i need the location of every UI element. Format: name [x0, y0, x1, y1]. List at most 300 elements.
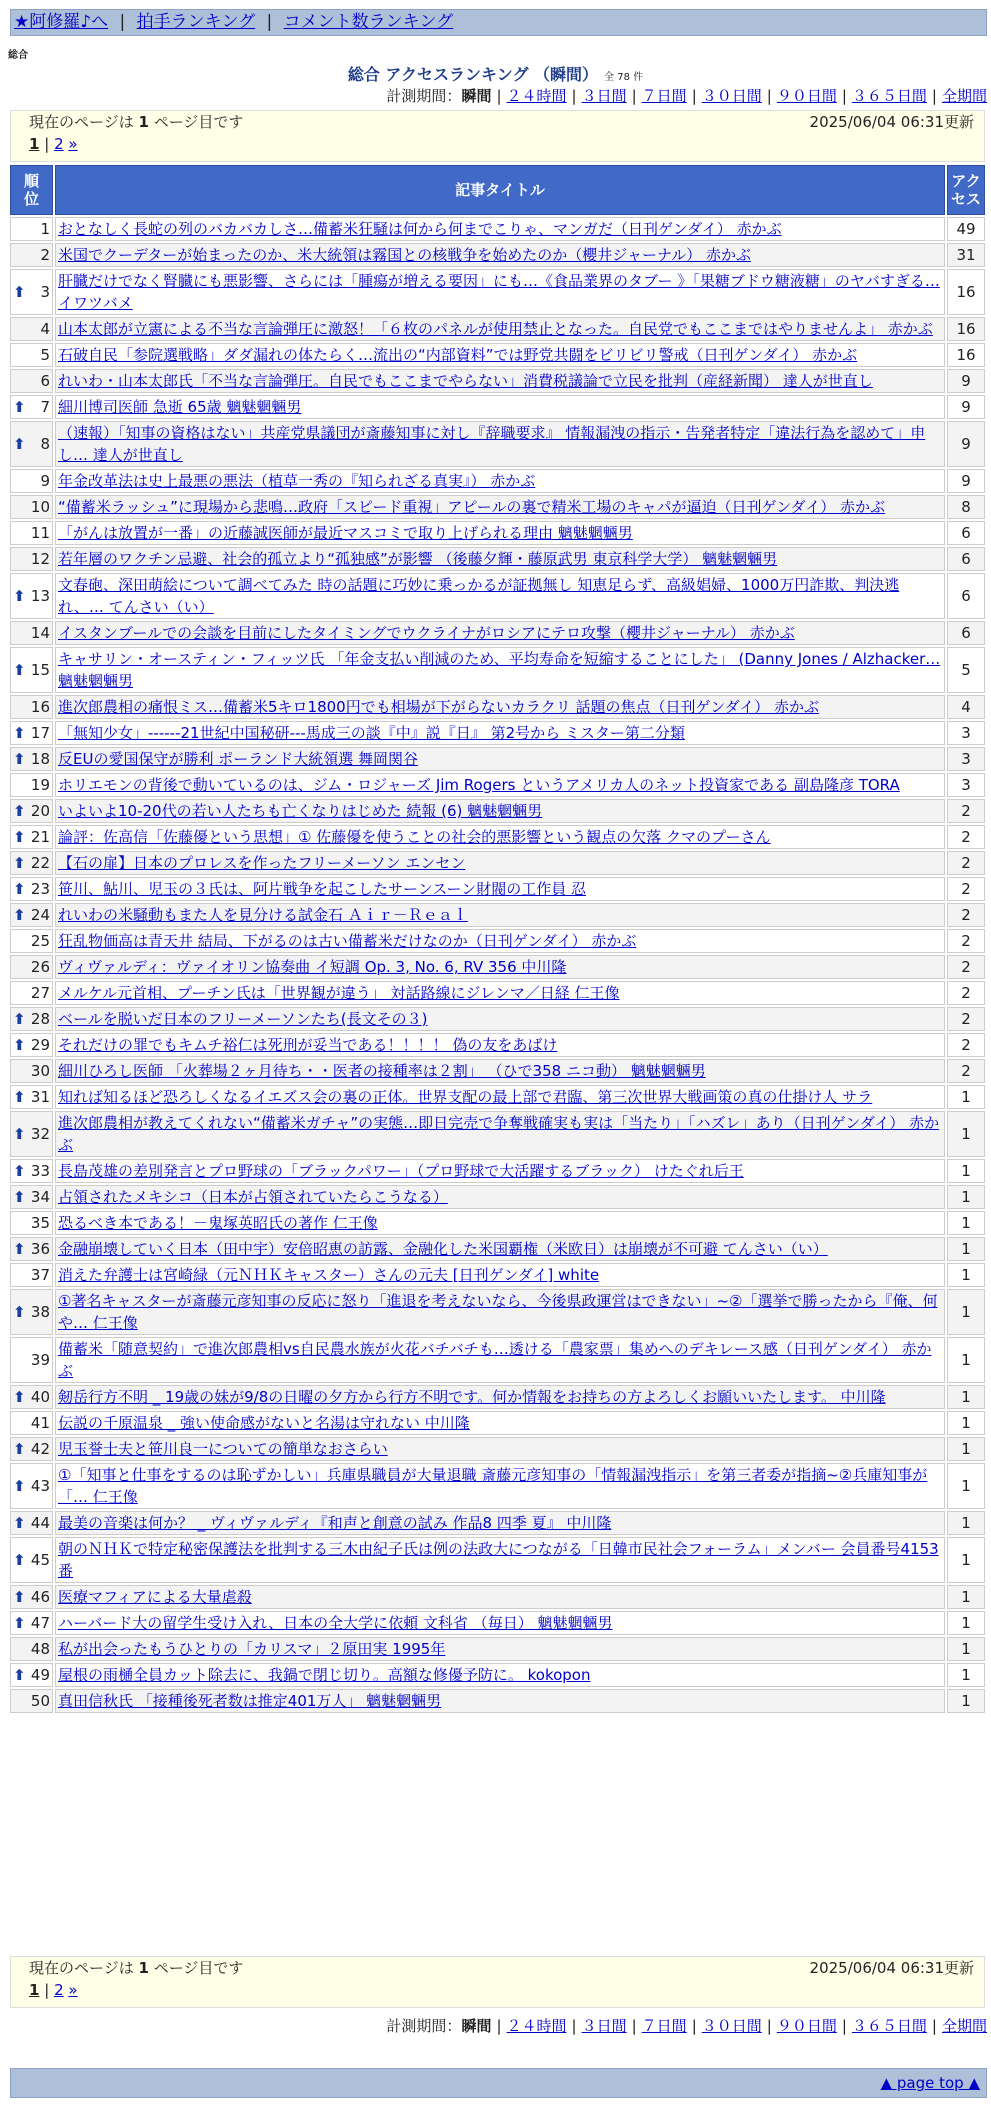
rank-cell	[10, 1289, 53, 1335]
title-cell	[55, 825, 945, 849]
title-cell	[55, 1611, 945, 1635]
table-row	[10, 1111, 985, 1157]
rank-number: 8	[40, 435, 50, 453]
access-count: 1	[947, 1611, 985, 1635]
access-count: 4	[947, 695, 985, 719]
title-cell	[55, 573, 945, 619]
title-cell	[55, 547, 945, 571]
title-cell	[55, 955, 945, 979]
rank-number: 34	[30, 1188, 50, 1206]
period-link[interactable]: 全期間	[941, 87, 987, 105]
article-link[interactable]: 年金改革法は史上最悪の悪法（植草一秀の『知られざる真実』） 赤かぶ	[58, 472, 536, 490]
title-cell	[55, 773, 945, 797]
rank-cell	[10, 1085, 53, 1109]
article-link[interactable]: ベールを脱いだ日本のフリーメーソンたち(長文その３)	[58, 1010, 428, 1028]
access-count: 1	[947, 1463, 985, 1509]
title-cell	[55, 1585, 945, 1609]
access-count: 1	[947, 1663, 985, 1687]
article-link[interactable]: それだけの罪でもキムチ裕仁は死刑が妥当である！！！！ 偽の友をあばけ	[58, 1036, 558, 1054]
comment-ranking-link[interactable]: コメント数ランキング	[283, 12, 454, 32]
up-arrow-icon: ⬆	[13, 1036, 26, 1054]
rank-cell	[10, 1385, 53, 1409]
rank-number: 48	[30, 1640, 50, 1658]
rank-number: 49	[30, 1666, 50, 1684]
access-count: 5	[947, 647, 985, 693]
access-count: 1	[947, 1263, 985, 1287]
rank-number: 37	[30, 1266, 50, 1284]
title-cell	[55, 1637, 945, 1661]
up-arrow-icon: ⬆	[13, 828, 26, 846]
article-link[interactable]: れいわの米騒動もまた人を見分ける試金石 Ａｉｒ－Ｒｅａｌ	[58, 906, 468, 924]
article-link[interactable]: 「無知少女」------21世紀中国秘研---馬成三の談『中』説『日』 第2号から ミスター第二分類	[58, 724, 685, 742]
current-page-number: 1	[138, 1959, 149, 1977]
rank-number: 26	[30, 958, 50, 976]
period-link[interactable]: ３６５日間	[851, 2017, 927, 2035]
updated-timestamp: 2025/06/04 06:31更新	[809, 113, 974, 131]
access-count: 1	[947, 1289, 985, 1335]
rank-number: 14	[30, 624, 50, 642]
article-link[interactable]: 肝臓だけでなく腎臓にも悪影響、さらには「腫瘍が増える要因」にも…《食品業界のタブー 》「果糖ブドウ糖液糖」のヤバすぎる… イワツバメ	[58, 272, 940, 312]
page-1-current: 1	[29, 1981, 40, 1999]
rank-number: 33	[30, 1162, 50, 1180]
period-separator: |	[766, 2017, 772, 2035]
article-link[interactable]: 米国でクーデターが始まったのか、米大統領は霧国との核戦争を始めたのか（櫻井ジャーナル） 赤かぶ	[58, 246, 751, 264]
rank-number: 3	[40, 283, 50, 301]
access-count: 1	[947, 1185, 985, 1209]
table-row	[10, 217, 985, 241]
title-cell	[55, 1007, 945, 1031]
home-link[interactable]: ★阿修羅♪へ	[14, 12, 109, 32]
table-row	[10, 1585, 985, 1609]
access-count: 6	[947, 621, 985, 645]
up-arrow-icon: ⬆	[13, 1010, 26, 1028]
page-2-link[interactable]: 2	[54, 1981, 64, 1999]
table-row	[10, 1689, 985, 1713]
title-cell	[55, 695, 945, 719]
next-page-link[interactable]: »	[68, 1981, 78, 1999]
up-arrow-icon: ⬆	[13, 1440, 26, 1458]
rank-cell	[10, 1033, 53, 1057]
table-row	[10, 573, 985, 619]
title-cell	[55, 1689, 945, 1713]
rank-number: 47	[30, 1614, 50, 1632]
rank-number: 40	[30, 1388, 50, 1406]
article-link[interactable]: れいわ・山本太郎氏「不当な言論弾圧。自民でもここまでやらない」消費税議論で立民を批判（産経新聞） 達人が世直し	[58, 372, 873, 390]
period-separator: |	[841, 2017, 847, 2035]
article-link[interactable]: 長島茂雄の差別発言とプロ野球の「ブラックパワー」（プロ野球で大活躍するブラック） けたぐれ后王	[58, 1162, 744, 1180]
rank-number: 21	[30, 828, 50, 846]
period-separator: |	[931, 87, 937, 105]
article-link[interactable]: 反EUの愛国保守が勝利 ポーランド大統領選 舞岡関谷	[58, 750, 418, 768]
rank-cell	[10, 1585, 53, 1609]
article-link[interactable]: 私が出会ったもうひとりの「カリスマ」２原田実 1995年	[58, 1640, 446, 1658]
article-link[interactable]: 論評：佐高信「佐藤優という思想」① 佐藤優を使うことの社会的悪影響という観点の欠落 クマのプーさん	[58, 828, 771, 846]
access-count: 1	[947, 1511, 985, 1535]
page-separator: |	[44, 135, 50, 153]
page-suffix: ページ目です	[153, 113, 244, 131]
rank-number: 35	[30, 1214, 50, 1232]
title-cell	[55, 243, 945, 267]
access-count: 6	[947, 521, 985, 545]
page-2-link[interactable]: 2	[54, 135, 64, 153]
rank-cell	[10, 243, 53, 267]
section-label: 総合	[8, 50, 28, 61]
article-link[interactable]: メルケル元首相、プーチン氏は「世界観が違う」 対話路線にジレンマ／日経 仁王像	[58, 984, 620, 1002]
article-link[interactable]: 医療マフィアによる大量虐殺	[58, 1588, 252, 1606]
up-arrow-icon: ⬆	[13, 661, 26, 679]
access-count: 49	[947, 217, 985, 241]
title-cell	[55, 1289, 945, 1335]
rank-cell	[10, 1159, 53, 1183]
rank-number: 41	[30, 1414, 50, 1432]
nav-separator: |	[119, 12, 126, 32]
article-link[interactable]: 最美の音楽は何か？ _ ヴィヴァルディ『和声と創意の試み 作品8 四季 夏』 中川隆	[58, 1514, 612, 1532]
period-link[interactable]: ３０日間	[701, 87, 762, 105]
rank-cell	[10, 1689, 53, 1713]
period-selector-bottom	[386, 2016, 987, 2036]
table-row	[10, 1537, 985, 1583]
table-row	[10, 343, 985, 367]
rank-number: 43	[30, 1477, 50, 1495]
access-count: 9	[947, 421, 985, 467]
rank-cell	[10, 521, 53, 545]
page-separator: |	[44, 1981, 50, 1999]
table-row	[10, 621, 985, 645]
access-count: 2	[947, 1007, 985, 1031]
article-link[interactable]: いよいよ10-20代の若い人たちも亡くなりはじめた 続報 (6) 魑魅魍魎男	[58, 802, 543, 820]
rank-cell	[10, 1211, 53, 1235]
rank-number: 10	[30, 498, 50, 516]
access-count: 1	[947, 1411, 985, 1435]
article-link[interactable]: ハーバード大の留学生受け入れ、日本の全大学に依頼 文科省 （毎日） 魑魅魍魎男	[58, 1614, 613, 1632]
access-count: 6	[947, 547, 985, 571]
title-cell	[55, 851, 945, 875]
access-count: 3	[947, 773, 985, 797]
table-row	[10, 877, 985, 901]
rank-number: 13	[30, 587, 50, 605]
up-arrow-icon: ⬆	[13, 802, 26, 820]
access-count: 1	[947, 1385, 985, 1409]
period-link[interactable]: ２４時間	[506, 87, 567, 105]
article-link[interactable]: イスタンブールでの会談を目前にしたタイミングでウクライナがロシアにテロ攻撃（櫻井ジャーナル） 赤かぶ	[58, 624, 795, 642]
title-cell	[55, 1033, 945, 1057]
page-status	[29, 1957, 974, 1979]
period-separator: |	[766, 87, 772, 105]
up-arrow-icon: ⬆	[13, 1188, 26, 1206]
article-link[interactable]: 伝説の千原温泉 _ 強い使命感がないと名湯は守れない 中川隆	[58, 1414, 470, 1432]
title-cell	[55, 1185, 945, 1209]
period-separator: |	[496, 87, 502, 105]
title-cell	[55, 1159, 945, 1183]
table-row	[10, 369, 985, 393]
page-title	[0, 62, 991, 85]
up-arrow-icon: ⬆	[13, 1477, 26, 1495]
rank-cell	[10, 269, 53, 315]
rank-cell	[10, 877, 53, 901]
rank-cell	[10, 695, 53, 719]
rank-number: 12	[30, 550, 50, 568]
article-link[interactable]: 知れば知るほど恐ろしくなるイエズス会の裏の正体。世界支配の最上部で君臨、第三次世界大戦画策の真の仕掛け人 サラ	[58, 1088, 873, 1106]
rank-number: 16	[30, 698, 50, 716]
rank-cell	[10, 421, 53, 467]
title-cell	[55, 317, 945, 341]
period-selector-top	[386, 86, 987, 106]
article-link[interactable]: 山本太郎が立憲による不当な言論弾圧に激怒！「６枚のパネルが使用禁止となった。自民党でもここまではやりませんよ」 赤かぶ	[58, 320, 933, 338]
title-cell	[55, 1463, 945, 1509]
rank-cell	[10, 1263, 53, 1287]
table-row	[10, 981, 985, 1005]
rank-cell	[10, 1437, 53, 1461]
title-cell	[55, 747, 945, 771]
access-count: 1	[947, 1689, 985, 1713]
access-count: 1	[947, 1237, 985, 1261]
article-link[interactable]: ホリエモンの背後で動いているのは、ジム・ロジャーズ Jim Rogers というアメリカ人のネット投資家である 副島隆彦 TORA	[58, 776, 900, 794]
table-row	[10, 1159, 985, 1183]
article-link[interactable]: 屋根の雨樋全員カット除去に、我鍋で閉じ切り。高額な修優予防に。 kokopon	[58, 1666, 591, 1684]
period-link[interactable]: ７日間	[641, 87, 687, 105]
rank-cell	[10, 573, 53, 619]
up-arrow-icon: ⬆	[13, 854, 26, 872]
page-title-text: 総合 アクセスランキング （瞬間）	[347, 65, 599, 84]
access-count: 16	[947, 343, 985, 367]
access-count: 3	[947, 721, 985, 745]
article-link[interactable]: 児玉誉士夫と笹川良一についての簡単なおさらい	[58, 1440, 388, 1458]
table-row	[10, 1085, 985, 1109]
article-link[interactable]: 笹川、鮎川、児玉の３氏は、阿片戦争を起こしたサーンスーン財閥の工作員 忍	[58, 880, 586, 898]
table-row	[10, 421, 985, 467]
rank-cell	[10, 317, 53, 341]
period-link[interactable]: ９０日間	[776, 2017, 837, 2035]
title-cell	[55, 799, 945, 823]
article-link[interactable]: 若年層のワクチン忌避、社会的孤立より“孤独感”が影響 （後藤夕輝・藤原武男 東京科学大学） 魑魅魍魎男	[58, 550, 778, 568]
rank-cell	[10, 1007, 53, 1031]
up-arrow-icon: ⬆	[13, 1240, 26, 1258]
table-row	[10, 747, 985, 771]
title-cell	[55, 1263, 945, 1287]
title-cell	[55, 1511, 945, 1535]
rank-cell	[10, 825, 53, 849]
period-link[interactable]: ３日間	[581, 2017, 627, 2035]
access-count: 2	[947, 825, 985, 849]
article-link[interactable]: ヴィヴァルディ：ヴァイオリン協奏曲 イ短調 Op. 3, No. 6, RV 356 中川隆	[58, 958, 567, 976]
rank-cell	[10, 217, 53, 241]
article-link[interactable]: 進次郎農相の痛恨ミス…備蓄米5キロ1800円でも相場が下がらないカラクリ 話題の焦点（日刊ゲンダイ） 赤かぶ	[58, 698, 820, 716]
title-cell	[55, 903, 945, 927]
period-separator: |	[931, 2017, 937, 2035]
pagination	[29, 133, 974, 155]
table-row	[10, 1411, 985, 1435]
period-link[interactable]: ３日間	[581, 87, 627, 105]
title-cell	[55, 981, 945, 1005]
article-link[interactable]: ①著名キャスターが斎藤元彦知事の反応に怒り「進退を考えないなら、今後県政運営はできない」~②「選挙で勝ったから『俺、何や… 仁王像	[58, 1292, 938, 1332]
access-count: 1	[947, 1537, 985, 1583]
article-link[interactable]: 恐るべき本である！－鬼塚英昭氏の著作 仁王像	[58, 1214, 378, 1232]
article-link[interactable]: おとなしく長蛇の列のバカバカしさ…備蓄米狂騒は何から何までこりゃ、マンガだ（日刊ゲンダイ） 赤かぶ	[58, 220, 782, 238]
rank-cell	[10, 1511, 53, 1535]
rank-number: 25	[30, 932, 50, 950]
table-row	[10, 1059, 985, 1083]
access-count: 16	[947, 317, 985, 341]
rank-number: 20	[30, 802, 50, 820]
table-row	[10, 647, 985, 693]
current-page-number: 1	[138, 113, 149, 131]
article-link[interactable]: 細川ひろし医師 「火葬場２ヶ月待ち・・医者の接種率は２割」 （ひで358 ニコ動） 魑魅魍魎男	[58, 1062, 706, 1080]
period-label: 計測期間：	[386, 87, 462, 105]
rank-number: 19	[30, 776, 50, 794]
table-row	[10, 1637, 985, 1661]
access-count: 1	[947, 1637, 985, 1661]
period-link[interactable]: ９０日間	[776, 87, 837, 105]
article-link[interactable]: 朝のＮＨＫで特定秘密保護法を批判する三木由紀子氏は例の法政大につながる「日韓市民社会フォーラム」メンバー 会員番号4153番	[58, 1540, 939, 1580]
title-cell	[55, 469, 945, 493]
table-row	[10, 799, 985, 823]
title-cell	[55, 395, 945, 419]
rank-number: 30	[30, 1062, 50, 1080]
rank-number: 50	[30, 1692, 50, 1710]
article-link[interactable]: 進次郎農相が教えてくれない“備蓄米ガチャ”の実態…即日完売で争奪戦確実も実は「当たり」「ハズレ」あり（日刊ゲンダイ） 赤かぶ	[58, 1114, 940, 1154]
rank-cell	[10, 851, 53, 875]
rank-cell	[10, 773, 53, 797]
article-link[interactable]: 石破自民「参院選戦略」ダダ漏れの体たらく…流出の“内部資料”では野党共闘をビリビリ警戒（日刊ゲンダイ） 赤かぶ	[58, 346, 858, 364]
title-cell	[55, 343, 945, 367]
article-link[interactable]: 占領されたメキシコ（日本が占領されていたらこうなる）	[58, 1188, 448, 1206]
access-count: 2	[947, 955, 985, 979]
table-row	[10, 1263, 985, 1287]
next-page-link[interactable]: »	[68, 135, 78, 153]
rank-number: 38	[30, 1303, 50, 1321]
page-info-top	[10, 110, 985, 162]
period-link[interactable]: ７日間	[641, 2017, 687, 2035]
title-cell	[55, 1059, 945, 1083]
rank-number: 18	[30, 750, 50, 768]
article-link[interactable]: “備蓄米ラッシュ”に現場から悲鳴…政府「スピード重視」アピールの裏で精米工場のキャパが逼迫（日刊ゲンダイ） 赤かぶ	[58, 498, 886, 516]
up-arrow-icon: ⬆	[13, 1588, 26, 1606]
table-row	[10, 695, 985, 719]
rank-cell	[10, 929, 53, 953]
title-cell	[55, 421, 945, 467]
article-link[interactable]: （速報）「知事の資格はない」共産党県議団が斎藤知事に対し『辞職要求』 情報漏洩の指示・告発者特定「違法行為を認めて」申し… 達人が世直し	[58, 424, 926, 464]
rank-number: 9	[40, 472, 50, 490]
rank-number: 27	[30, 984, 50, 1002]
rank-number: 11	[30, 524, 50, 542]
access-count: 1	[947, 1337, 985, 1383]
rank-cell	[10, 903, 53, 927]
period-label: 計測期間：	[386, 2017, 462, 2035]
up-arrow-icon: ⬆	[13, 1551, 26, 1569]
title-cell	[55, 1211, 945, 1235]
article-link[interactable]: 【石の扉】日本のプロレスを作ったフリーメーソン エンセン	[58, 854, 466, 872]
article-link[interactable]: 真田信秋氏 「接種後死者数は推定401万人」 魑魅魍魎男	[58, 1692, 442, 1710]
access-count: 6	[947, 573, 985, 619]
period-separator: |	[691, 87, 697, 105]
table-row	[10, 1185, 985, 1209]
title-header: 記事タイトル	[55, 165, 945, 215]
title-cell	[55, 1237, 945, 1261]
access-count: 1	[947, 1159, 985, 1183]
period-separator: |	[631, 2017, 637, 2035]
table-row	[10, 521, 985, 545]
up-arrow-icon: ⬆	[13, 1303, 26, 1321]
title-cell	[55, 647, 945, 693]
access-count: 2	[947, 981, 985, 1005]
rank-number: 22	[30, 854, 50, 872]
access-count: 9	[947, 469, 985, 493]
rank-cell	[10, 1537, 53, 1583]
table-row	[10, 929, 985, 953]
article-link[interactable]: 備蓄米「随意契約」で進次郎農相vs自民農水族が火花バチバチも…透ける「農家票」集めへのデキレース感（日刊ゲンダイ） 赤かぶ	[58, 1340, 932, 1380]
rank-number: 5	[40, 346, 50, 364]
period-link[interactable]: ２４時間	[506, 2017, 567, 2035]
title-cell	[55, 369, 945, 393]
article-link[interactable]: 文春砲、深田萌絵について調べてみた 時の話題に巧妙に乗っかるが証拠無し 知恵足らず、高級娼婦、1000万円詐欺、判決逃れ、… てんさい（い）	[58, 576, 900, 616]
rank-cell	[10, 1663, 53, 1687]
up-arrow-icon: ⬆	[13, 283, 26, 301]
title-cell	[55, 1085, 945, 1109]
article-link[interactable]: 「がんは放置が一番」の近藤誠医師が最近マスコミで取り上げられる理由 魑魅魍魎男	[58, 524, 633, 542]
top-nav-bar	[10, 9, 987, 36]
article-link[interactable]: ①「知事と仕事をするのは恥ずかしい」兵庫県職員が大量退職 斎藤元彦知事の「情報漏洩指示」を第三者委が指摘~②兵庫知事が「… 仁王像	[58, 1466, 928, 1506]
table-row	[10, 317, 985, 341]
up-arrow-icon: ⬆	[13, 1162, 26, 1180]
up-arrow-icon: ⬆	[13, 435, 26, 453]
table-row	[10, 495, 985, 519]
access-count: 2	[947, 851, 985, 875]
table-row	[10, 721, 985, 745]
rank-number: 42	[30, 1440, 50, 1458]
rank-number: 46	[30, 1588, 50, 1606]
period-link[interactable]: ３０日間	[701, 2017, 762, 2035]
access-count: 16	[947, 269, 985, 315]
access-count: 1	[947, 1437, 985, 1461]
period-current: 瞬間	[461, 2017, 492, 2035]
period-separator: |	[691, 2017, 697, 2035]
page-status-text	[29, 111, 243, 133]
title-cell	[55, 269, 945, 315]
table-row	[10, 1511, 985, 1535]
rank-number: 17	[30, 724, 50, 742]
access-count: 2	[947, 903, 985, 927]
article-link[interactable]: 消えた弁護士は宮崎緑（元ＮＨＫキャスター）さんの元夫 [日刊ゲンダイ] white	[58, 1266, 600, 1284]
up-arrow-icon: ⬆	[13, 587, 26, 605]
page-top-link[interactable]: ▲ page top ▲	[880, 2074, 980, 2092]
rank-number: 2	[40, 246, 50, 264]
title-cell	[55, 521, 945, 545]
title-cell	[55, 929, 945, 953]
article-link[interactable]: 狂乱物価高は青天井 結局、下がるのは古い備蓄米だけなのか（日刊ゲンダイ） 赤かぶ	[58, 932, 637, 950]
period-link[interactable]: ３６５日間	[851, 87, 927, 105]
up-arrow-icon: ⬆	[13, 724, 26, 742]
table-row	[10, 903, 985, 927]
article-link[interactable]: 剱岳行方不明 _ 19歳の妹が9/8の日曜の夕方から行方不明です。何か情報をお持ちの方よろしくお願いいたします。 中川隆	[58, 1388, 886, 1406]
table-row	[10, 1663, 985, 1687]
period-current: 瞬間	[461, 87, 492, 105]
article-link[interactable]: キャサリン・オースティン・フィッツ氏 「年金支払い削減のため、平均寿命を短縮することにした」 (Danny Jones / Alzhacker… 魑魅魍魎男	[58, 650, 941, 690]
page-suffix: ページ目です	[153, 1959, 244, 1977]
access-count: 1	[947, 1585, 985, 1609]
ranking-table	[8, 163, 987, 1715]
page-status	[29, 111, 974, 133]
article-link[interactable]: 細川博司医師 急逝 65歳 魑魅魍魎男	[58, 398, 302, 416]
period-link[interactable]: 全期間	[941, 2017, 987, 2035]
applause-ranking-link[interactable]: 拍手ランキング	[136, 12, 256, 32]
article-link[interactable]: 金融崩壊していく日本（田中宇）安倍昭恵の訪露、金融化した米国覇権（米欧日）は崩壊が不可避 てんさい（い）	[58, 1240, 828, 1258]
period-separator: |	[841, 87, 847, 105]
access-count: 1	[947, 1085, 985, 1109]
page-prefix: 現在のページは	[29, 1959, 134, 1977]
table-row	[10, 773, 985, 797]
rank-number: 39	[30, 1351, 50, 1369]
rank-cell	[10, 1185, 53, 1209]
